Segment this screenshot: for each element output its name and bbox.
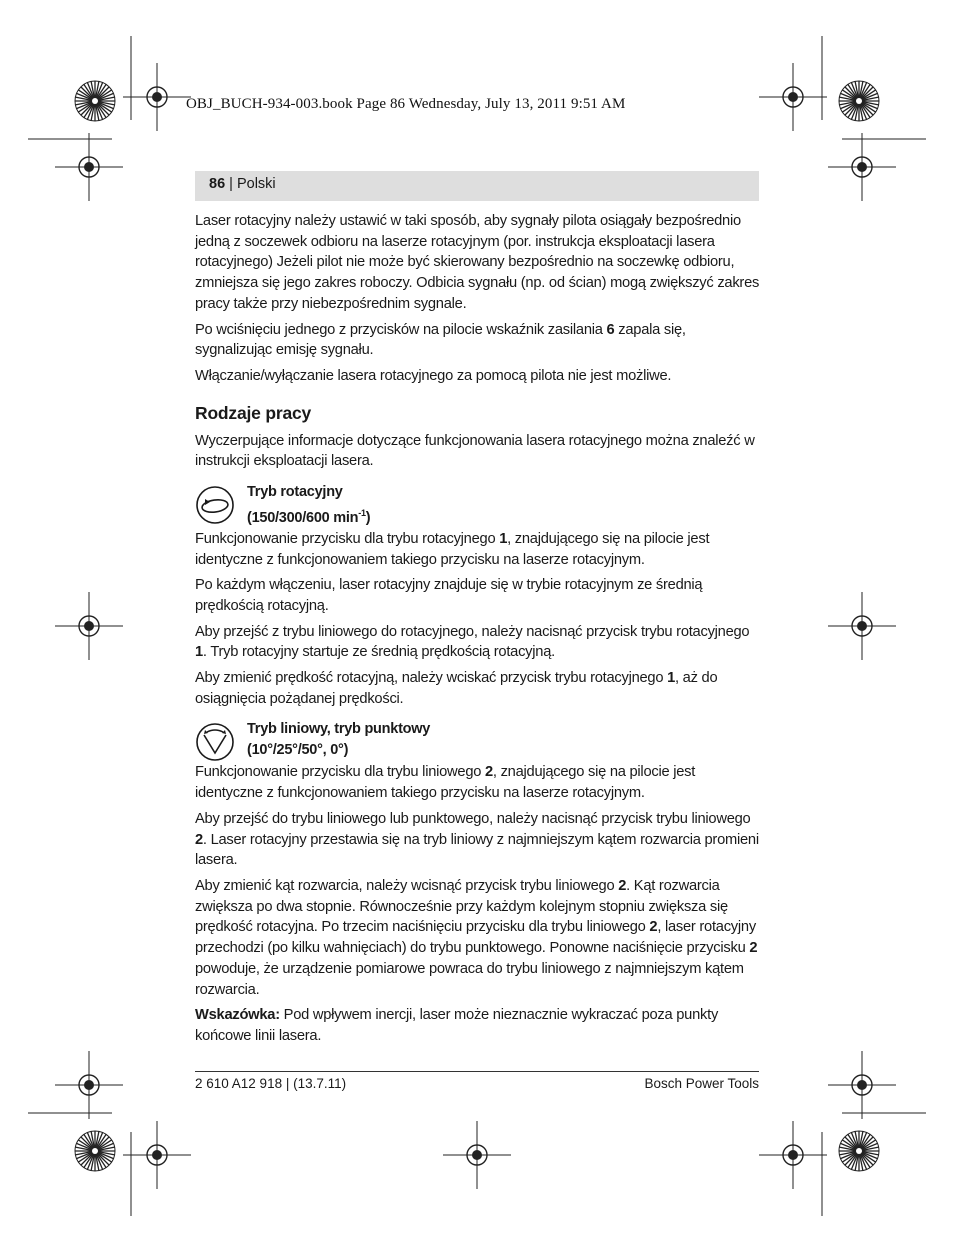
line-paragraph-2: Aby przejść do trybu liniowego lub punktowego, należy nacisnąć przycisk trybu liniowego 2. Laser rotacyjny przestawia się na tryb liniowy z najmniejszym kątem rozwarcia promieni lasera. — [195, 810, 759, 869]
rotary-paragraph-1: Funkcjonowanie przycisku dla trybu rotacyjnego 1, znajdującego się na pilocie jest identyczne z funkcjonowaniem takiego przycisku na laserze rotacyjnym. — [195, 530, 710, 568]
print-header: OBJ_BUCH-934-003.book Page 86 Wednesday, July 13, 2011 9:51 AM — [186, 96, 626, 112]
rotation-arrow-icon — [195, 485, 235, 525]
section-intro: Wyczerpujące informacje dotyczące funkcjonowania lasera rotacyjnego można znaleźć w instrukcji eksploatacji lasera. — [195, 432, 755, 470]
header-language: Polski — [236, 176, 276, 192]
line-paragraph-1: Funkcjonowanie przycisku dla trybu liniowego 2, znajdującego się na pilocie jest identyczne z funkcjonowaniem takiego przycisku na laserze rotacyjnym. — [195, 764, 696, 802]
rotary-mode-header — [195, 482, 761, 529]
page-number: 86 — [209, 176, 226, 192]
paragraph-pilot-alignment: Laser rotacyjny należy ustawić w taki sposób, aby sygnały pilota osiągały bezpośrednio jedną z soczewek odbioru na laserze rotacyjnym (por. instrukcja eksploatacji lasera rotacyjnego) Jeżeli pilot nie może być skierowany bezpośrednio na soczewkę odbioru, zmniejsza się jego zakres roboczy. Odbicia sygnału (np. od ścian) mogą zwiększyć zakres pracy także przy niebezpośrednim sygnale. — [195, 213, 760, 312]
footer-doc-number: 2 610 A12 918 | (13.7.11) — [195, 1076, 347, 1091]
rotary-paragraph-4: Aby zmienić prędkość rotacyjną, należy wciskać przycisk trybu rotacyjnego 1, aż do osiągnięcia pożądanej prędkości. — [195, 670, 718, 707]
paragraph-on-off: Włączanie/wyłączanie lasera rotacyjnego za pomocą pilota nie jest możliwe. — [195, 367, 672, 384]
line-mode-title: Tryb liniowy, tryb punktowy (10°/25°/50°, 0°) — [247, 721, 431, 759]
line-mode-header — [195, 719, 761, 762]
rotary-paragraph-3: Aby przejść z trybu liniowego do rotacyjnego, należy nacisnąć przycisk trybu rotacyjnego 1. Tryb rotacyjny startuje ze średnią prędkością rotacyjną. — [195, 623, 750, 661]
rotary-paragraph-2: Po każdym włączeniu, laser rotacyjny znajduje się w trybie rotacyjnym ze średnią prędkością rotacyjną. — [195, 577, 703, 614]
paragraph-power-indicator: Po wciśnięciu jednego z przycisków na pilocie wskaźnik zasilania 6 zapala się, sygnalizując emisję sygnału. — [195, 321, 686, 359]
header-separator: | — [225, 176, 237, 192]
line-paragraph-3: Aby zmienić kąt rozwarcia, należy wcisnąć przycisk trybu liniowego 2. Kąt rozwarcia zwiększa po dwa stopnie. Równocześnie przy każdym kolejnym stopniu zwiększa się prędkość rotacyjna. Po trzecim naciśnięciu przycisku dla trybu liniowego 2, laser rotacyjny przechodzi (po kilku wahnięciach) do trybu punktowego. Ponowne naciśnięcie przycisku 2 powoduje, że urządzenie pomiarowe powraca do trybu liniowego z najmniejszym kątem rozwarcia. — [195, 878, 758, 998]
section-heading: Rodzaje pracy — [195, 402, 312, 423]
note-label: Wskazówka: — [195, 1007, 280, 1024]
footer-brand: Bosch Power Tools — [644, 1076, 759, 1091]
triangle-fan-icon — [195, 722, 235, 762]
footer-divider — [195, 1071, 759, 1072]
page-content — [195, 211, 761, 1052]
note-paragraph: Wskazówka: Pod wpływem inercji, laser może nieznacznie wykraczać poza punkty końcowe linii lasera. — [195, 1007, 719, 1044]
page-header-bar — [195, 171, 759, 201]
rotary-mode-title: Tryb rotacyjny (150/300/600 $\min^{-1}$) — [247, 484, 371, 526]
